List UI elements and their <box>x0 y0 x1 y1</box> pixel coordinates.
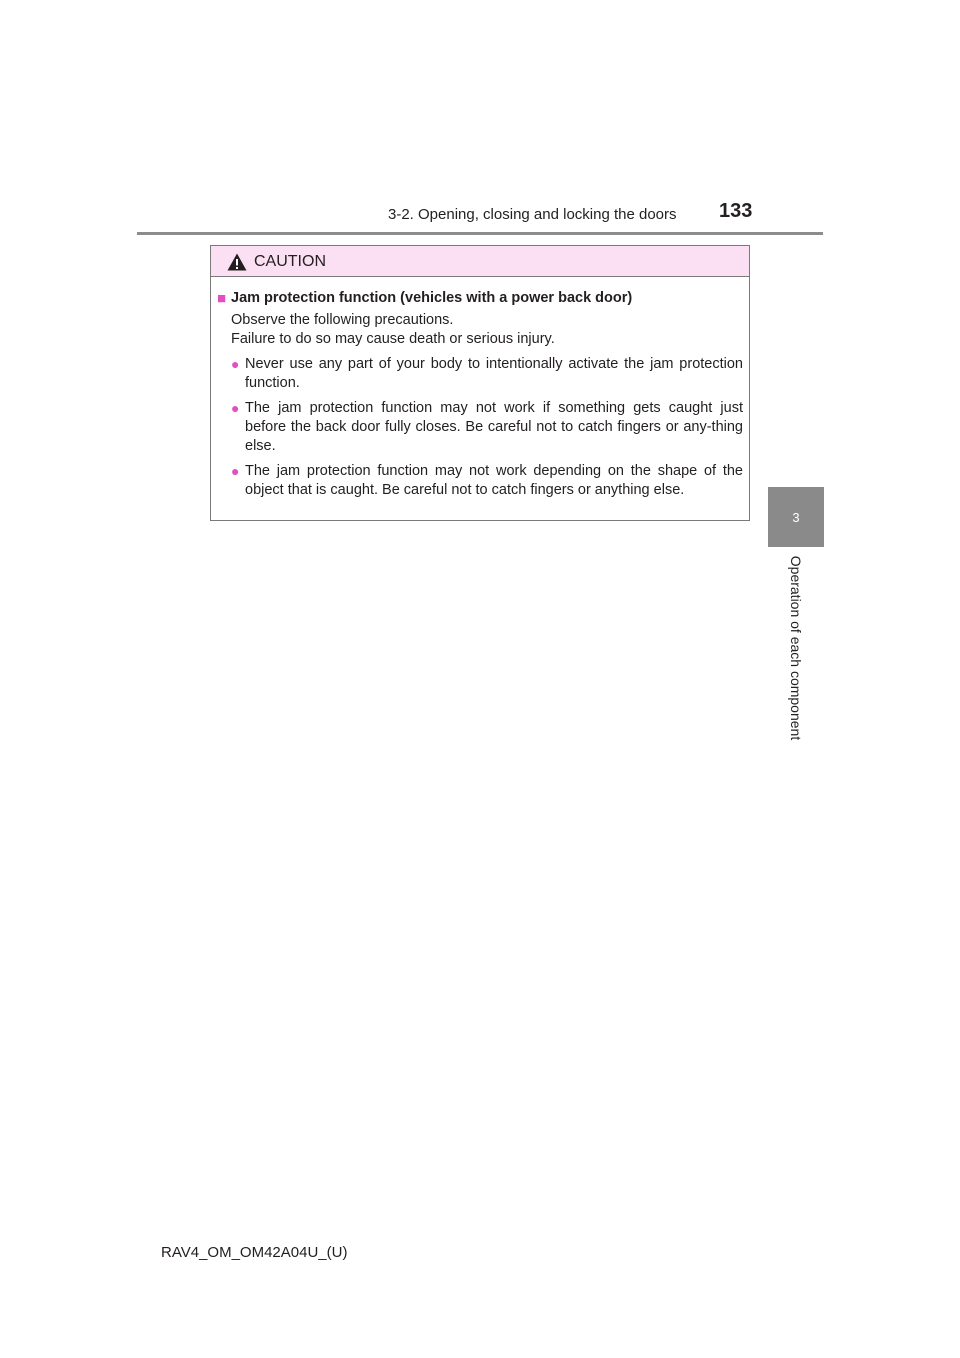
square-bullet-icon: ■ <box>217 290 227 307</box>
intro-line: Failure to do so may cause death or serious injury. <box>231 331 555 347</box>
list-item <box>231 399 743 456</box>
circle-bullet-icon: ● <box>231 463 240 479</box>
list-item-text: Never use any part of your body to intentionally activate the jam protection function. <box>245 356 743 391</box>
page-number: 133 <box>719 200 753 222</box>
intro-text <box>231 311 743 349</box>
list-item <box>231 355 743 393</box>
caution-box <box>210 245 750 521</box>
caution-header <box>211 246 749 277</box>
intro-line: Observe the following precautions. <box>231 312 454 328</box>
chapter-tab-number: 3 <box>768 487 824 547</box>
section-heading <box>217 289 743 308</box>
warning-triangle-icon <box>227 253 247 271</box>
header-divider <box>137 232 823 235</box>
chapter-tab <box>768 548 824 748</box>
section-heading-text: Jam protection function (vehicles with a power back door) <box>231 290 633 306</box>
caution-title: CAUTION <box>254 253 326 270</box>
section-title: 3-2. Opening, closing and locking the doors <box>388 206 677 223</box>
circle-bullet-icon: ● <box>231 356 240 372</box>
list-item-text: The jam protection function may not work depending on the shape of the object that is caught. Be careful not to catch fingers or anything else. <box>245 463 743 498</box>
chapter-tab-label: Operation of each component <box>788 555 804 741</box>
circle-bullet-icon: ● <box>231 400 240 416</box>
document-code: RAV4_OM_OM42A04U_(U) <box>161 1244 348 1261</box>
caution-body <box>211 277 749 500</box>
list-item-text: The jam protection function may not work if something gets caught just before the back door fully closes. Be careful not to catch fingers or any-thing else. <box>245 400 743 454</box>
list-item <box>231 462 743 500</box>
